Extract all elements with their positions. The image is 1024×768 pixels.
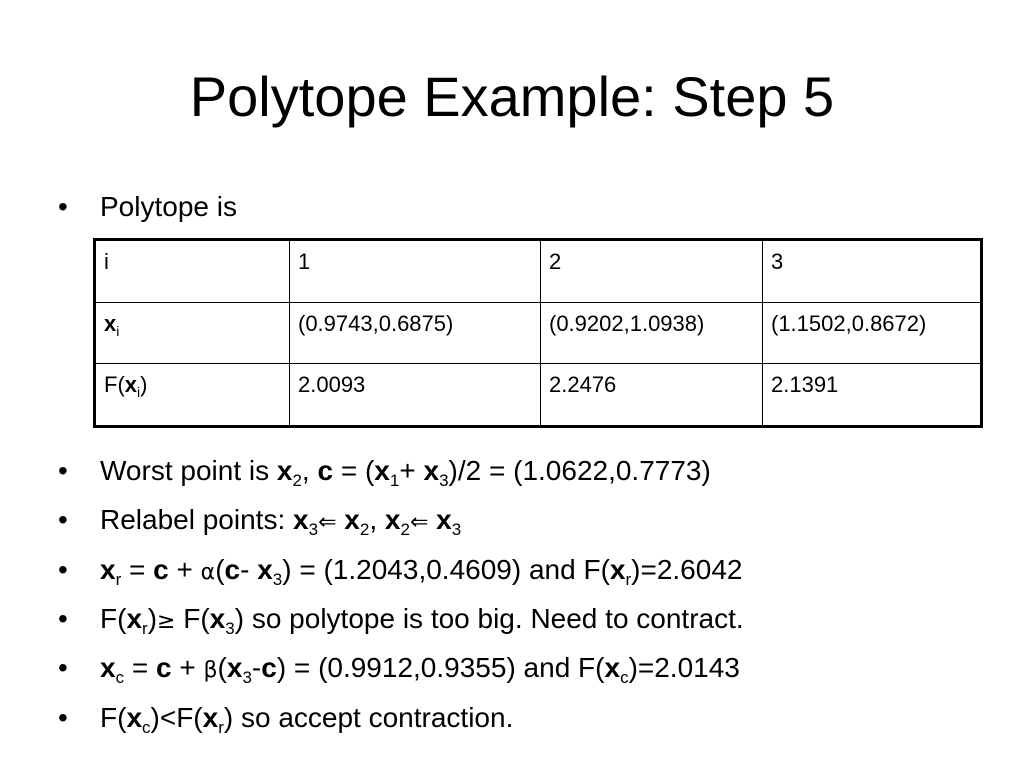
bullet-text: $F(x_r)\ge F(x_3)$ so polytope is too big. Need to contract. [100,603,744,638]
bullet-dot: • [58,191,68,222]
left-arrow-icon: ⇐ [318,510,337,535]
bullet-text: $F(x_c)<F(x_r)$ so accept contraction. [100,702,514,737]
table-cell: 3 [763,240,982,303]
table-row-header [95,240,982,303]
bullet-dot: • [58,554,68,585]
table-cell: i [95,240,290,303]
table-cell: 2 [541,240,763,303]
slide-title: Polytope Example: Step 5 [189,65,835,128]
table-cell: 1 [290,240,541,303]
table-cell: 2.0093 [290,364,541,427]
table-row-x [95,302,982,363]
beta-symbol: β [203,658,218,683]
greater-equal-symbol: ≥ [157,609,176,634]
polytope-table [93,238,983,428]
table-cell: (0.9202,1.0938) [541,302,763,363]
bullet-dot: • [58,603,68,634]
bullet-text: Relabel points: $x_3⇐$ $x_2$, $x_2⇐$ $x_3$ [100,504,462,539]
bullet-text: $x_r = c + \alpha(c-$ $x_3) = (1.2043,0.4609)$ and $F(x_r)=2.6042$ [100,554,743,589]
table-cell-label: $F(x_i)$ [95,364,290,427]
bullet-text: Polytope is [100,191,237,222]
bullet-dot: • [58,455,68,486]
table-cell: (1.1502,0.8672) [763,302,982,363]
bullet-dot: • [58,652,68,683]
bullet-dot: • [58,702,68,733]
left-arrow-icon: ⇐ [409,510,429,535]
bullet-dot: • [58,504,68,535]
alpha-symbol: α [200,560,216,585]
table-row-f [95,364,982,427]
table-cell: 2.1391 [763,364,982,427]
table-cell: 2.2476 [541,364,763,427]
table-cell: (0.9743,0.6875) [290,302,541,363]
table-cell-label: $x_i$ [95,302,290,363]
bullet-text: $x_c = c + \beta(x_3-c) = (0.9912,0.9355)$ and $F(x_c)=2.0143$ [100,652,740,687]
bullet-text: Worst point is $x_2$, $c = (x_1+ x_3)/2 = (1.0622,0.7773)$ [100,455,711,490]
